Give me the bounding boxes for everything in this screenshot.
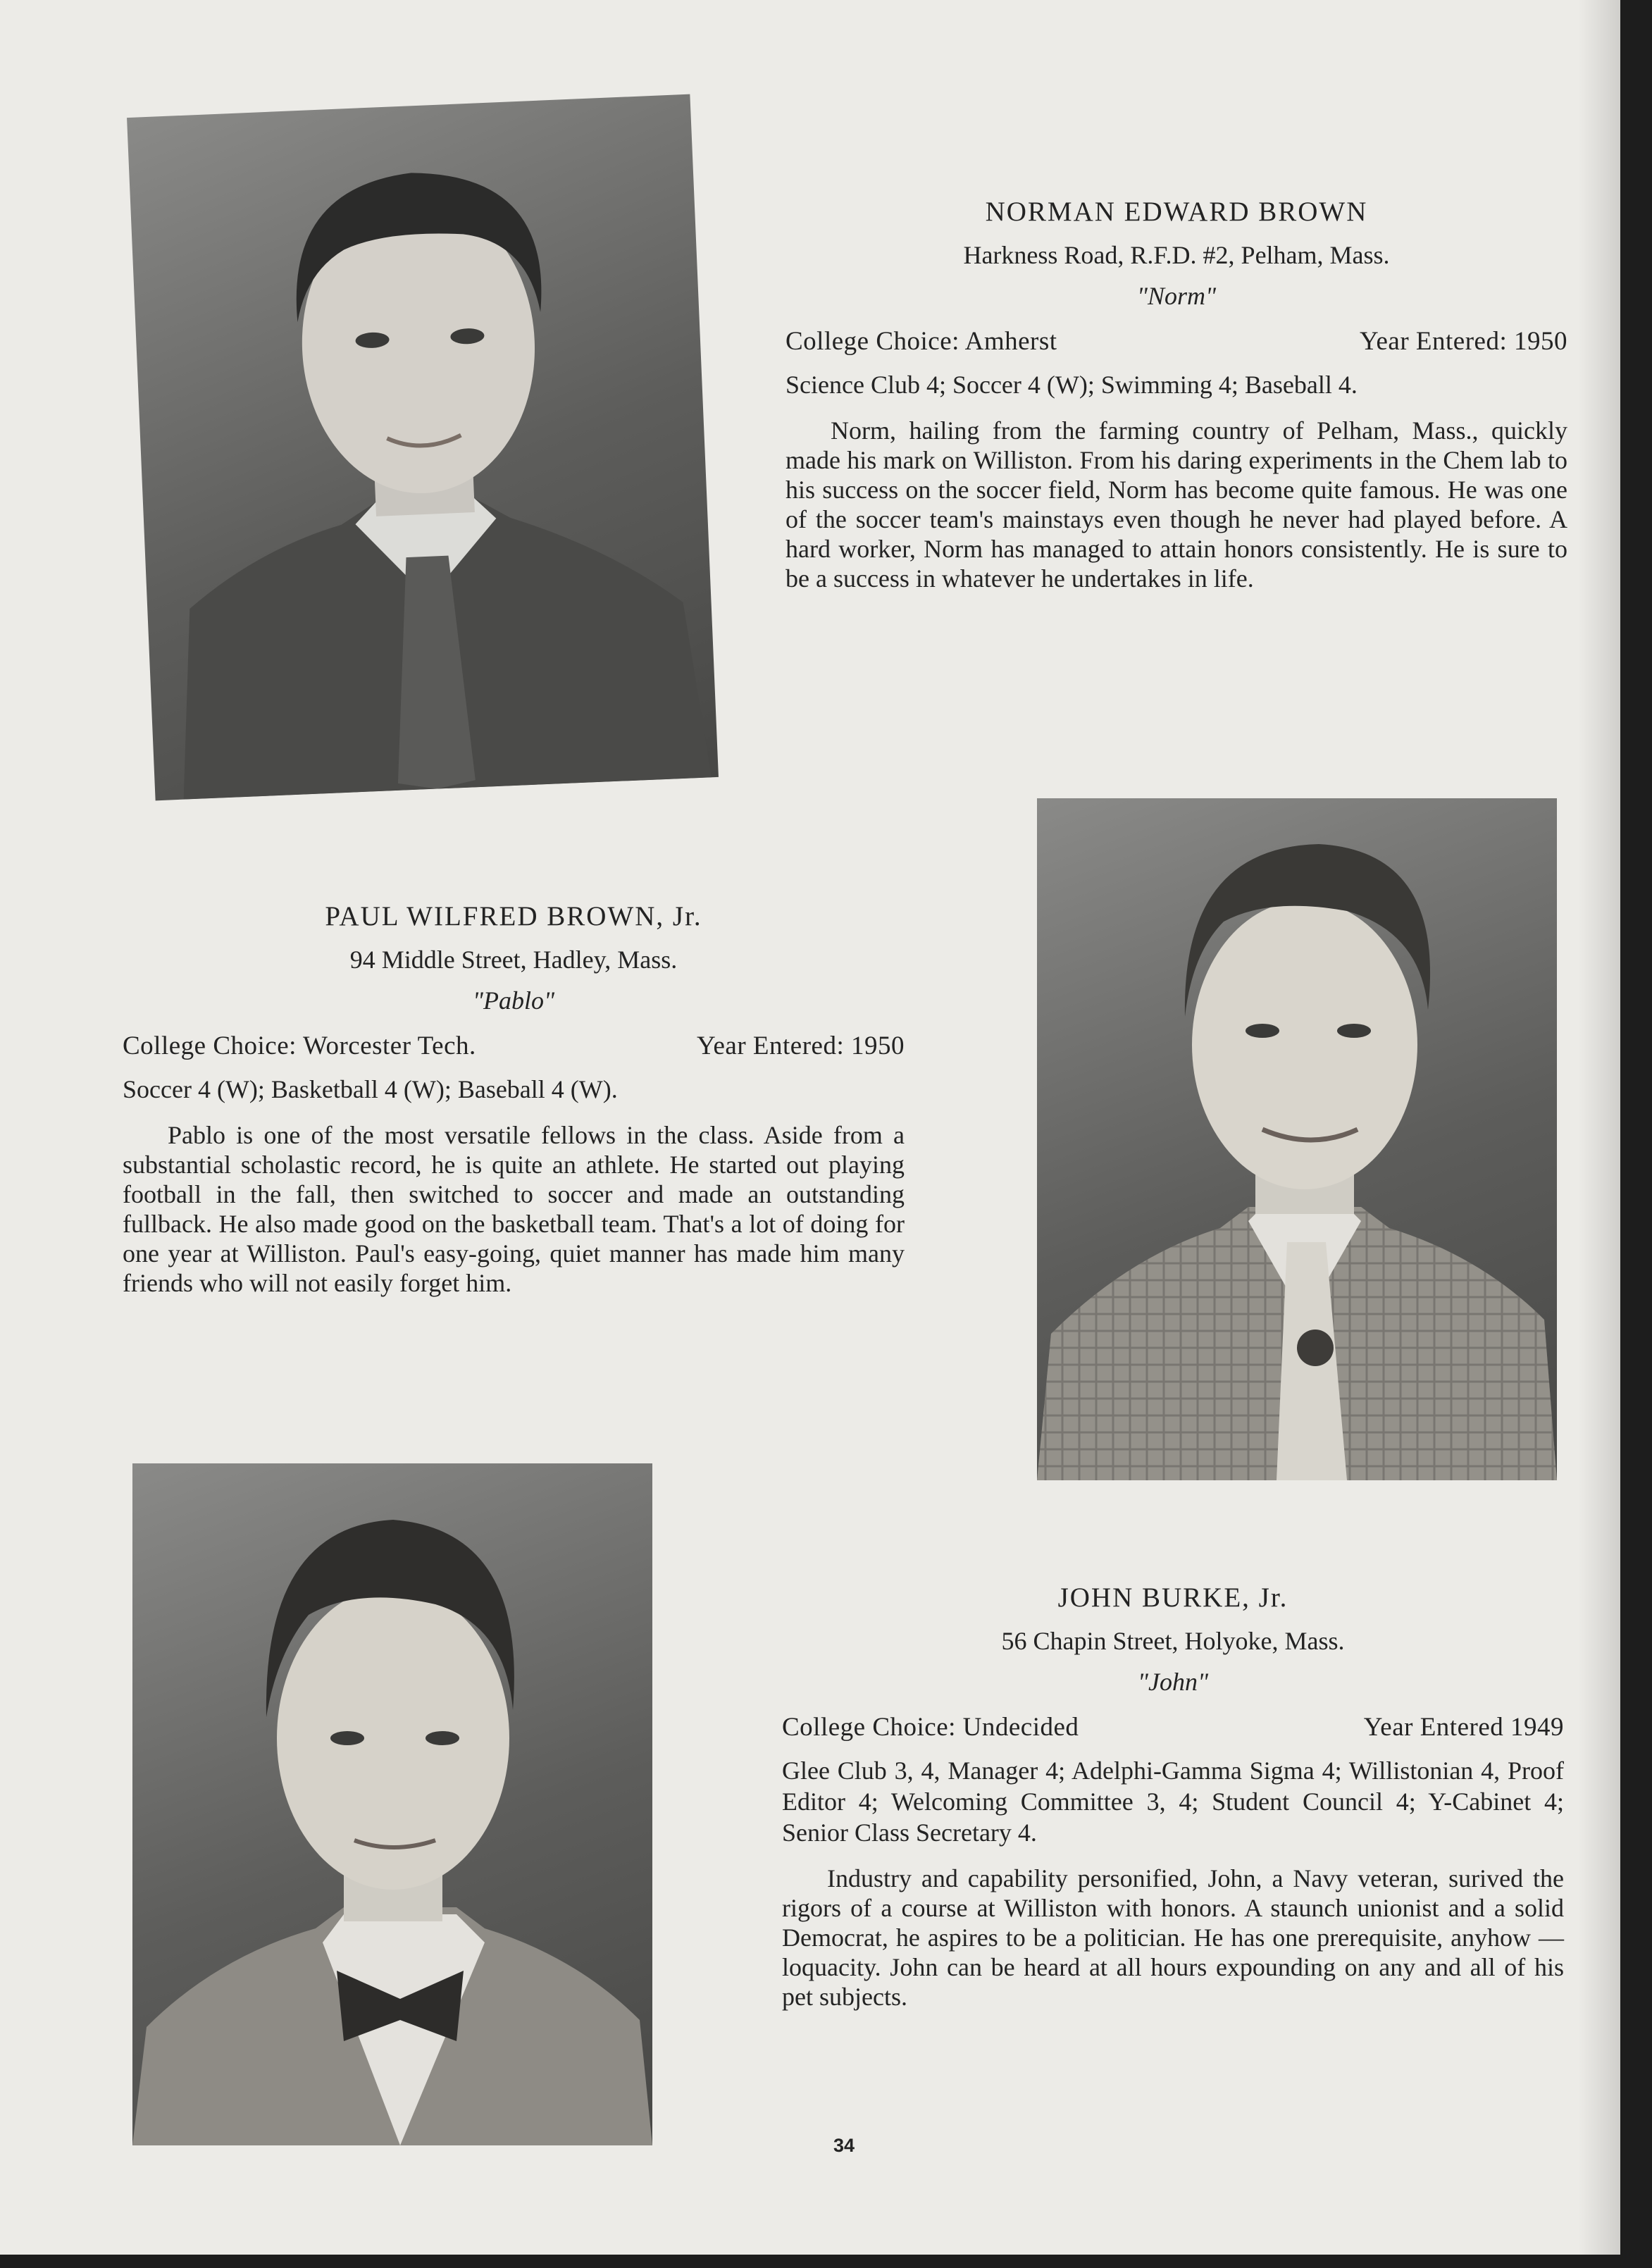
entry-norman bbox=[785, 196, 1567, 593]
student-bio: Pablo is one of the most versatile fellows in the class. Aside from a substantial scholastic record, he is quite an athlete. He started out playing football in the fall, then switched to soccer and made an outstanding fullback. He also made good on the basketball team. That's a lot of doing for one year at Williston. Paul's easy-going, quiet manner has made him many friends who will not easily forget him. bbox=[123, 1121, 905, 1297]
student-nickname: "Pablo" bbox=[472, 986, 555, 1015]
portrait-photo-paul bbox=[1037, 798, 1557, 1480]
student-nickname: "Norm" bbox=[1136, 282, 1217, 310]
student-address: 94 Middle Street, Hadley, Mass. bbox=[349, 946, 678, 974]
college-year-row bbox=[123, 1031, 905, 1061]
entry-paul bbox=[123, 900, 905, 1298]
college-choice: College Choice: Undecided bbox=[782, 1713, 1079, 1742]
student-bio: Norm, hailing from the farming country of Pelham, Mass., quickly made his mark on Williston. From his daring experiments in the Chem lab to his success on the soccer field, Norm has become quite famous. He was one of the soccer team's mainstays even though he never had played before. A hard worker, Norm has managed to attain honors consistently. He is sure to be a success in whatever he undertakes in life. bbox=[785, 416, 1567, 593]
student-address: Harkness Road, R.F.D. #2, Pelham, Mass. bbox=[963, 241, 1390, 269]
student-name: NORMAN EDWARD BROWN bbox=[985, 197, 1368, 227]
student-nickname: "John" bbox=[1137, 1668, 1209, 1696]
student-activities: Science Club 4; Soccer 4 (W); Swimming 4; Baseball 4. bbox=[785, 371, 1358, 399]
college-year-row bbox=[785, 326, 1567, 357]
student-activities: Glee Club 3, 4, Manager 4; Adelphi-Gamma Sigma 4; Willistonian 4, Proof Editor 4; Welcoming Committee 3, 4; Student Council 4; Y-Cabinet 4; Senior Class Secretary 4. bbox=[782, 1756, 1564, 1847]
student-name: PAUL WILFRED BROWN, Jr. bbox=[325, 901, 702, 931]
portrait-photo-norman bbox=[127, 94, 719, 801]
student-bio: Industry and capability personified, John, a Navy veteran, surived the rigors of a course at Williston with honors. A staunch unionist and a solid Democrat, he aspires to be a politician. He has one prerequisite, anyhow — loquacity. John can be heard at all hours expounding on any and all of his pet subjects. bbox=[782, 1864, 1564, 2011]
year-entered: Year Entered 1949 bbox=[1363, 1713, 1564, 1742]
college-year-row bbox=[782, 1712, 1564, 1742]
entry-john bbox=[782, 1582, 1564, 2012]
student-name: JOHN BURKE, Jr. bbox=[1057, 1582, 1288, 1613]
college-choice: College Choice: Amherst bbox=[785, 327, 1057, 356]
college-choice: College Choice: Worcester Tech. bbox=[123, 1031, 476, 1060]
page-edge-shadow bbox=[1578, 0, 1620, 2255]
page-number: 34 bbox=[833, 2135, 855, 2156]
portrait-photo-john bbox=[132, 1463, 652, 2145]
year-entered: Year Entered: 1950 bbox=[696, 1031, 905, 1060]
year-entered: Year Entered: 1950 bbox=[1359, 327, 1567, 356]
student-address: 56 Chapin Street, Holyoke, Mass. bbox=[1001, 1627, 1345, 1655]
student-activities: Soccer 4 (W); Basketball 4 (W); Baseball 4 (W). bbox=[123, 1075, 618, 1103]
